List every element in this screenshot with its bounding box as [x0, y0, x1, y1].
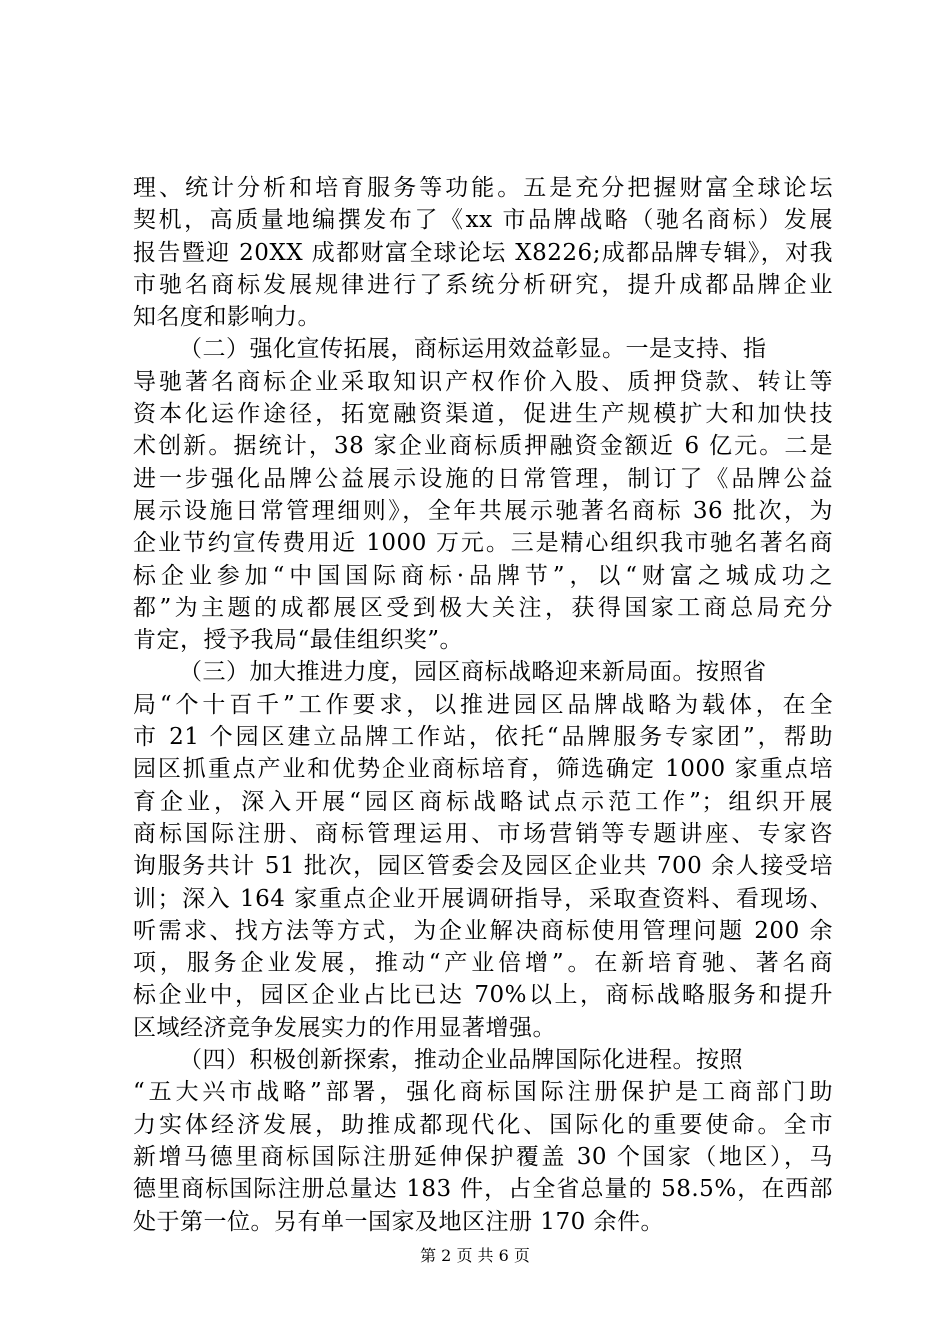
text-line: 理、统计分析和培育服务等功能。五是充分把握财富全球论坛 — [133, 175, 833, 201]
text-line: 项，服务企业发展，推动“产业倍增”。在新培育驰、著名商 — [133, 950, 833, 977]
text-line: 标企业参加“中国国际商标·品牌节”，以“财富之城成功之 — [133, 562, 833, 589]
text-line: 进一步强化品牌公益展示设施的日常管理，制订了《品牌公益 — [133, 465, 833, 492]
text-line: 听需求、找方法等方式，为企业解决商标使用管理问题 200 余 — [133, 917, 833, 944]
text-line: 企业节约宣传费用近 1000 万元。三是精心组织我市驰名著名商 — [133, 530, 833, 557]
text-line: 知名度和影响力。 — [133, 304, 321, 331]
text-line: 标企业中，园区企业占比已达 70%以上，商标战略服务和提升 — [133, 982, 833, 1009]
text-line: 术创新。据统计，38 家企业商标质押融资金额近 6 亿元。二是 — [133, 433, 833, 460]
text-line: 都”为主题的成都展区受到极大关注，获得国家工商总局充分 — [133, 594, 833, 621]
page-footer: 第 2 页 共 6 页 — [420, 1246, 530, 1265]
text-line: 导驰著名商标企业采取知识产权作价入股、质押贷款、转让等 — [133, 368, 833, 395]
text-line: 市 21 个园区建立品牌工作站，依托“品牌服务专家团”，帮助 — [133, 724, 833, 751]
text-line: （四）积极创新探索，推动企业品牌国际化进程。按照 — [179, 1047, 743, 1074]
text-line: 区域经济竞争发展实力的作用显著增强。 — [133, 1014, 556, 1041]
text-line: 资本化运作途径，拓宽融资渠道，促进生产规模扩大和加快技 — [133, 401, 833, 428]
text-line: 展示设施日常管理细则》，全年共展示驰著名商标 36 批次，为 — [133, 497, 833, 524]
text-line: 肯定，授予我局“最佳组织奖”。 — [133, 627, 464, 654]
text-line: 市驰名商标发展规律进行了系统分析研究，提升成都品牌企业 — [133, 271, 833, 298]
text-line: （二）强化宣传拓展，商标运用效益彰显。一是支持、指 — [179, 336, 767, 363]
text-line: 询服务共计 51 批次，园区管委会及园区企业共 700 余人接受培 — [133, 853, 833, 880]
text-line: 商标国际注册、商标管理运用、市场营销等专题讲座、专家咨 — [133, 820, 833, 847]
text-line: 园区抓重点产业和优势企业商标培育，筛选确定 1000 家重点培 — [133, 756, 833, 783]
text-line: 德里商标国际注册总量达 183 件，占全省总量的 58.5%，在西部 — [133, 1176, 833, 1203]
text-line: （三）加大推进力度，园区商标战略迎来新局面。按照省 — [179, 659, 767, 686]
text-line: 力实体经济发展，助推成都现代化、国际化的重要使命。全市 — [133, 1111, 833, 1138]
text-line: “五大兴市战略”部署，强化商标国际注册保护是工商部门助 — [133, 1079, 833, 1106]
text-line: 育企业，深入开展“园区商标战略试点示范工作”；组织开展 — [133, 788, 833, 815]
text-line: 报告暨迎 20XX 成都财富全球论坛 X8226;成都品牌专辑》，对我 — [133, 239, 833, 266]
text-line: 处于第一位。另有单一国家及地区注册 170 余件。 — [133, 1208, 665, 1235]
document-body — [133, 172, 833, 1238]
text-line: 局“个十百千”工作要求，以推进园区品牌战略为载体，在全 — [133, 691, 833, 718]
text-line: 契机，高质量地编撰发布了《xx 市品牌战略（驰名商标）发展 — [133, 207, 833, 234]
text-line: 新增马德里商标国际注册延伸保护覆盖 30 个国家（地区），马 — [133, 1143, 833, 1170]
text-line: 训；深入 164 家重点企业开展调研指导，采取查资料、看现场、 — [133, 885, 833, 912]
